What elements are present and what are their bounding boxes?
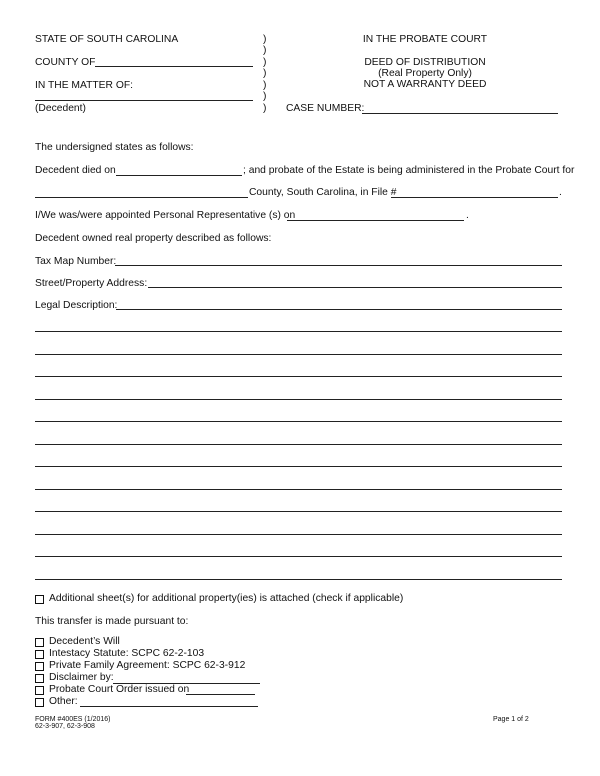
legal-description-line[interactable] [35,511,562,512]
probate-county-field[interactable] [35,197,248,198]
file-period: . [559,187,562,198]
paren-divider: ) [263,68,267,79]
tax-map-field[interactable] [115,265,562,266]
paren-divider: ) [263,57,267,68]
disclaimer-checkbox[interactable] [35,674,44,683]
statute-references: 62-3-907, 62-3-908 [35,723,95,730]
warranty-notice: NOT A WARRANTY DEED [363,79,487,90]
appointment-period: . [466,210,469,221]
paren-divider: ) [263,103,267,114]
additional-sheets-label: Additional sheet(s) for additional property(ies) is attached (check if applicable) [49,593,404,604]
family-agreement-checkbox[interactable] [35,662,44,671]
page-number: Page 1 of 2 [493,716,529,723]
paren-divider: ) [263,34,267,45]
owned-text: Decedent owned real property described as follows: [35,233,272,244]
decedent-name-field[interactable] [35,100,253,101]
case-number-label: CASE NUMBER: [286,103,365,114]
paren-divider: ) [263,45,267,56]
intestacy-label: Intestacy Statute: SCPC 62-2-103 [49,648,205,659]
will-label: Decedent’s Will [49,636,120,647]
pursuant-text: This transfer is made pursuant to: [35,616,189,627]
court-order-date-field[interactable] [186,694,255,695]
appointment-date-field[interactable] [287,220,464,221]
family-agreement-label: Private Family Agreement: SCPC 62-3-912 [49,660,246,671]
appointed-label: I/We was/were appointed Personal Representative (s) on [35,210,296,221]
legal-description-line[interactable] [35,579,562,580]
legal-description-line[interactable] [35,331,562,332]
document-title: DEED OF DISTRIBUTION [364,57,486,68]
case-number-field[interactable] [362,113,558,114]
legal-description-line[interactable] [35,376,562,377]
other-field[interactable] [80,706,258,707]
additional-sheets-checkbox[interactable] [35,595,44,604]
legal-description-line[interactable] [35,421,562,422]
matter-label: IN THE MATTER OF: [35,80,134,91]
paren-divider: ) [263,80,267,91]
legal-description-line[interactable] [35,444,562,445]
intestacy-checkbox[interactable] [35,650,44,659]
disclaimer-label: Disclaimer by: [49,672,114,683]
county-label: COUNTY OF [35,57,96,68]
county-file-text: County, South Carolina, in File # [249,187,397,198]
form-number: FORM #400ES (1/2016) [35,716,111,723]
document-subtitle: (Real Property Only) [378,68,472,79]
legal-description-line[interactable] [35,489,562,490]
address-label: Street/Property Address: [35,278,148,289]
other-label: Other: [49,696,78,707]
intro-text: The undersigned states as follows: [35,142,194,153]
paren-divider: ) [263,91,267,102]
legal-description-label: Legal Description: [35,300,118,311]
other-checkbox[interactable] [35,698,44,707]
address-field[interactable] [148,287,562,288]
court-heading: IN THE PROBATE COURT [362,34,488,45]
will-checkbox[interactable] [35,638,44,647]
died-on-label: Decedent died on [35,165,116,176]
probate-text: ; and probate of the Estate is being administered in the Probate Court for [243,165,575,176]
court-order-checkbox[interactable] [35,686,44,695]
decedent-label: (Decedent) [35,103,86,114]
tax-map-label: Tax Map Number: [35,256,117,267]
legal-description-field[interactable] [116,309,562,310]
legal-description-line[interactable] [35,466,562,467]
legal-description-line[interactable] [35,534,562,535]
state-heading: STATE OF SOUTH CAROLINA [35,34,179,45]
court-order-label: Probate Court Order issued on [49,684,190,695]
file-number-field[interactable] [391,197,558,198]
date-of-death-field[interactable] [116,175,242,176]
county-field[interactable] [95,66,253,67]
legal-description-line[interactable] [35,556,562,557]
legal-description-line[interactable] [35,399,562,400]
legal-description-line[interactable] [35,354,562,355]
